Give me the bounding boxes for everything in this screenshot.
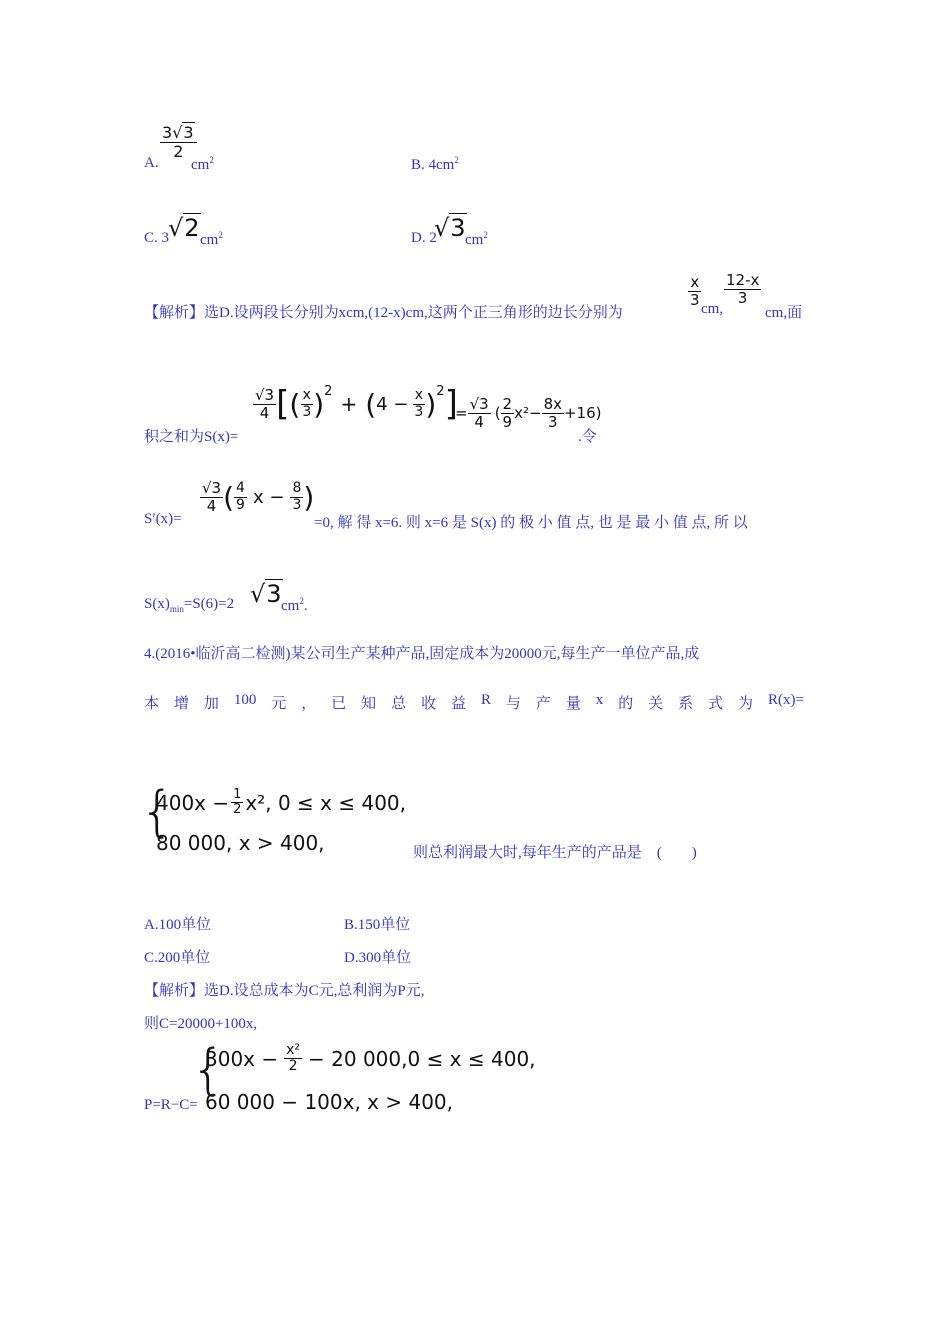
solution-3-line-1-text: 选D.设两段长分别为xcm,(12-x)cm,这两个正三角形的边长分别为 [204, 305, 623, 321]
question-4-word: 本 [144, 696, 160, 712]
question-4-word: 加 [203, 696, 219, 712]
solution-3-line-4: $S(x)_{min}=S(6)=2$ [144, 596, 235, 614]
question-4-word: R(x)= [767, 692, 804, 708]
solution-3-line-2-pre: 积之和为S(x)= [144, 429, 239, 445]
question-4-ask: 则总利润最大时,每年生产的产品是 ( ) [413, 845, 697, 861]
option-d-rad: 3 [450, 214, 466, 242]
solution-3-line-3-post: =0, 解 得 x=6. 则 x=6 是 S(x) 的 极 小 值 点, 也 是 最 小 值 点, 所 以 [314, 515, 748, 531]
revenue-brace: { [140, 780, 175, 843]
option-a-rad: 3 [183, 123, 194, 142]
profit-case-1: 300x − $\frac{\text{x²}}{2}$ − 20 000,0 ≤ x ≤ 400, [205, 1042, 536, 1075]
frac-12-x-over-3: $\frac{12-x}{3}$ [726, 271, 760, 307]
revenue-case-1: 400x − $\frac{1}{2}$ x², 0 ≤ x ≤ 400, [156, 787, 407, 818]
option-a-label: A. [144, 155, 159, 171]
option-d-radical: √3 [434, 214, 466, 242]
option-c [144, 230, 169, 247]
question-4-line-2 [144, 692, 804, 713]
area-sum-expanded: = $\frac{√3}{4}$ ( $\frac{2}{9}$ x²− $\frac{8x}{3}$ +16) [455, 395, 602, 431]
option-c-rad: 2 [184, 214, 200, 242]
question-4-word: 产 [535, 696, 551, 712]
solution-tag: 【解析】 [144, 305, 205, 321]
question-4-word: ， [301, 696, 317, 712]
option-d-label: D. 2 [411, 230, 437, 246]
option-c-unit: $cm^2$ [200, 230, 223, 248]
question-4-word: 总 [391, 696, 407, 712]
question-4-word: 益 [451, 696, 467, 712]
option-c-radical: √2 [168, 214, 200, 242]
question-4-word: 100 [233, 692, 257, 708]
option-a-unit: $cm^2$ [191, 155, 214, 173]
profit-brace: { [191, 1038, 226, 1101]
revenue-case-2: 80 000, x > 400, [156, 831, 325, 855]
cm-1: cm, [701, 301, 724, 317]
question-4-word: 已 [331, 696, 347, 712]
option-c-label: C. 3 [144, 230, 170, 246]
solution-3-line-2-post: .令 [578, 429, 597, 445]
solution-3-line-3-pre: S′(x)= [144, 511, 182, 527]
question-4-word: 元 [271, 696, 287, 712]
solution-4-line-1: 【解析】选D.设总成本为C元,总利润为P元, [144, 983, 425, 999]
option-a-num: 3 [162, 123, 173, 142]
frac-x-over-3: $\frac{x}{3}$ [690, 273, 700, 309]
option-d-unit: $cm^2$ [465, 230, 488, 248]
question-4-word: 关 [648, 696, 664, 712]
question-4-word: 知 [361, 696, 377, 712]
solution-4-line-2: 则C=20000+100x, [144, 1016, 258, 1032]
profit-case-2: 60 000 − 100x, x > 400, [205, 1090, 454, 1114]
question-4-word: 的 [618, 696, 634, 712]
option-a-fraction: $\frac{3√3}{2}$ [160, 124, 197, 160]
question-4-word: 量 [565, 696, 581, 712]
derivative-formula: $\frac{√3}{4}$ ( $\frac{4}{9}$ x − $\frac{8}{3}$ ) [202, 479, 315, 515]
question-4-word: x [595, 692, 604, 708]
question-4-word: R [480, 692, 491, 708]
question-4-word: 与 [505, 696, 521, 712]
question-4-word: 增 [173, 696, 189, 712]
option-d [411, 230, 437, 247]
option-b: B. $4cm^2$ [411, 155, 459, 173]
q4-option-a: A.100单位 [144, 917, 212, 933]
area-sum-formula: $\frac{√3}{4}$ [ ( $\frac{x}{3}$ ) 2 + ( 4 − $\frac{x}{3}$ ) 2 ] [255, 384, 458, 424]
option-a-den: 2 [173, 141, 184, 161]
min-value-radical: √3 [250, 580, 282, 608]
solution-4-line-3-pre: P=R−C= [144, 1097, 198, 1113]
min-value-unit: $cm^2$. [281, 596, 308, 614]
question-4-word: 系 [678, 696, 694, 712]
question-4-word: 式 [708, 696, 724, 712]
question-4-line-1: 4.(2016•临沂高二检测)某公司生产某种产品,固定成本为20000元,每生产一单位产品,成 [144, 646, 700, 662]
q4-option-c: C.200单位 [144, 950, 211, 966]
q4-option-b: B.150单位 [344, 917, 411, 933]
q4-option-d: D.300单位 [344, 950, 412, 966]
solution-tag: 【解析】 [144, 983, 205, 999]
solution-3-line-1 [144, 301, 623, 322]
question-4-word: 为 [738, 696, 754, 712]
cm-2: cm,面 [765, 305, 803, 321]
question-4-word: 收 [421, 696, 437, 712]
option-a [144, 155, 159, 172]
